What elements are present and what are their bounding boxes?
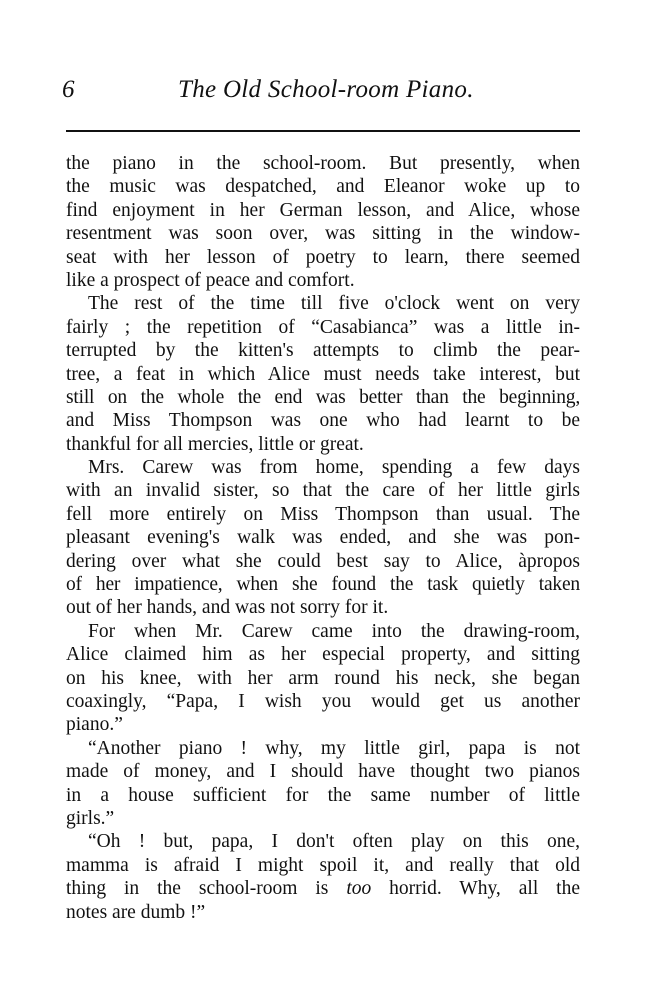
text-line <box>66 877 580 900</box>
text-line: The rest of the time till five o'clock went on very <box>88 293 580 315</box>
text-line: coaxingly, “Papa, I wish you would get us another <box>66 690 580 712</box>
text-line: seat with her lesson of poetry to learn, there seemed <box>66 246 580 268</box>
text-line: like a prospect of peace and comfort. <box>66 269 355 291</box>
text-line: mamma is afraid I might spoil it, and really that old <box>66 854 580 876</box>
text-line: “Oh ! but, papa, I don't often play on this one, <box>88 831 580 853</box>
text-line: pleasant evening's walk was ended, and she was pon- <box>66 527 580 549</box>
text-line: piano.” <box>66 714 123 736</box>
text-line: made of money, and I should have thought two pianos <box>66 761 580 783</box>
text-line: thankful for all mercies, little or great. <box>66 433 364 455</box>
text-line: terrupted by the kitten's attempts to climb the pear- <box>66 340 580 362</box>
text-line: the piano in the school-room. But presently, when <box>66 153 580 174</box>
page-header <box>62 76 580 110</box>
text-line: of her impatience, when she found the task quietly taken <box>66 574 580 596</box>
text-line: and Miss Thompson was one who had learnt to be <box>66 410 580 432</box>
text-line: with an invalid sister, so that the care of her little girls <box>66 480 580 502</box>
emphasized-word: too <box>346 878 372 900</box>
text-line: the music was despatched, and Eleanor woke up to <box>66 176 580 198</box>
running-title: The Old School-room Piano. <box>178 76 474 103</box>
text-line: fairly ; the repetition of “Casabianca” was a little in- <box>66 316 580 338</box>
text-line: tree, a feat in which Alice must needs take interest, but <box>66 363 580 385</box>
text-line: notes are dumb !” <box>66 901 206 923</box>
text-line: girls.” <box>66 807 115 829</box>
text-line: out of her hands, and was not sorry for it. <box>66 597 389 619</box>
text-line: resentment was soon over, was sitting in the window- <box>66 223 580 245</box>
text-line: on his knee, with her arm round his neck, she began <box>66 667 580 689</box>
body-text <box>66 152 580 924</box>
text-line: Alice claimed him as her especial property, and sitting <box>66 644 580 666</box>
text-fragment: horrid. Why, all the <box>371 878 580 900</box>
text-line: Mrs. Carew was from home, spending a few days <box>88 457 580 479</box>
text-line: “Another piano ! why, my little girl, papa is not <box>88 737 580 759</box>
page-number: 6 <box>62 76 75 103</box>
text-line: For when Mr. Carew came into the drawing-room, <box>88 620 580 642</box>
text-line: find enjoyment in her German lesson, and Alice, whose <box>66 199 580 221</box>
text-line: still on the whole the end was better than the beginning, <box>66 386 580 408</box>
header-rule <box>66 130 580 132</box>
text-fragment: thing in the school-room is <box>66 878 347 900</box>
text-line: fell more entirely on Miss Thompson than usual. The <box>66 503 580 525</box>
text-line: in a house sufficient for the same number of little <box>66 784 580 806</box>
text-line: dering over what she could best say to Alice, àpropos <box>66 550 580 572</box>
